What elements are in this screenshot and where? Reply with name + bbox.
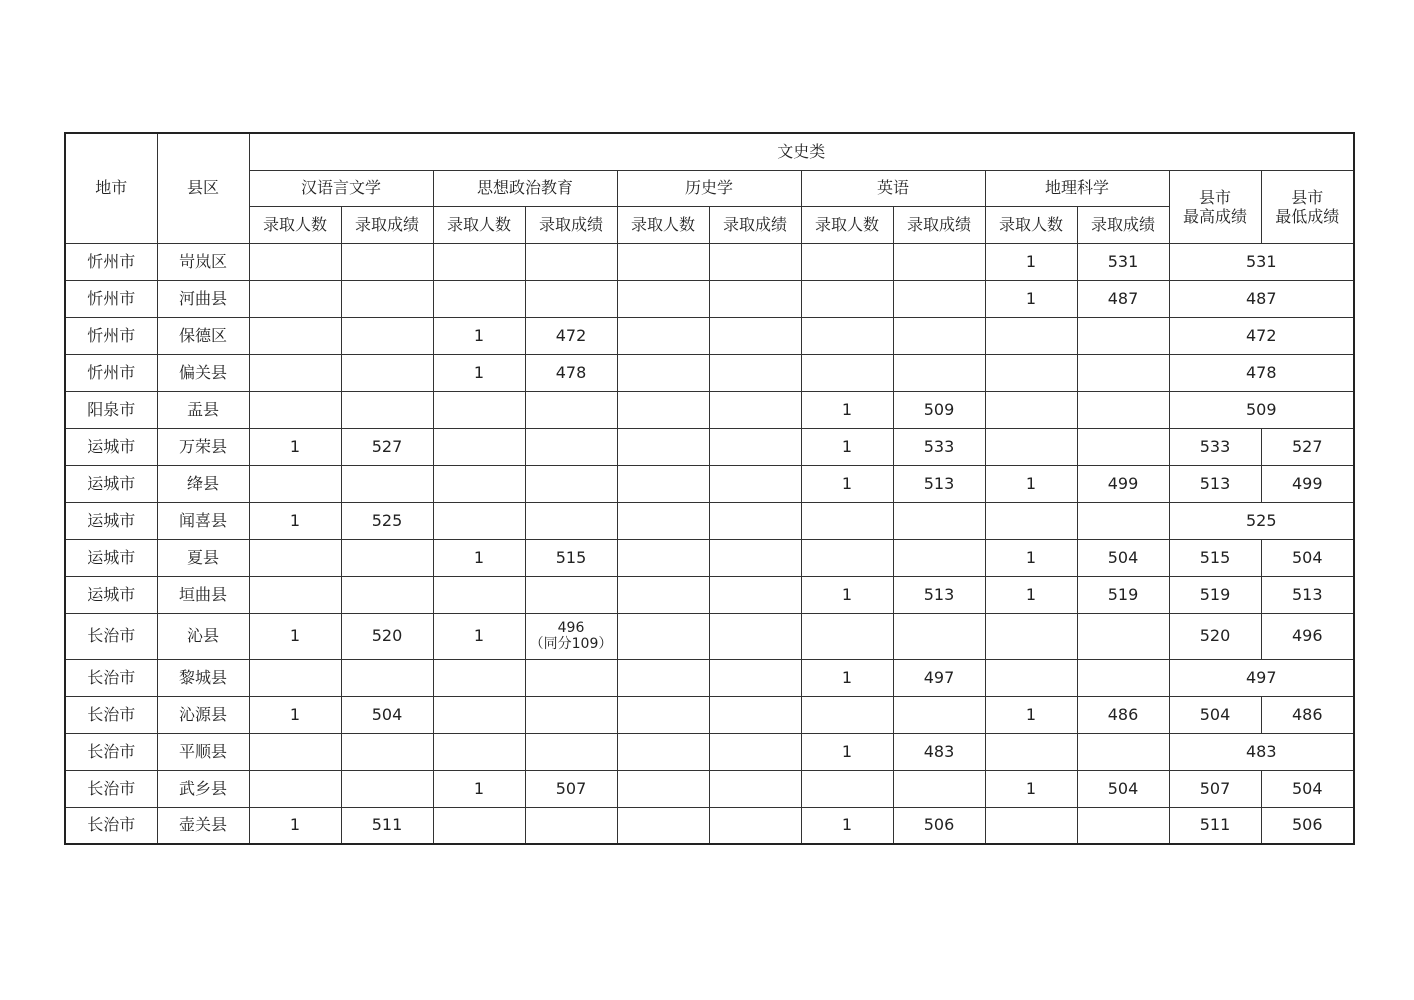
admit-count-cell — [433, 807, 525, 844]
admit-score-cell — [1077, 428, 1169, 465]
table-row — [65, 733, 1354, 770]
admit-score-cell — [709, 613, 801, 659]
city-cell: 运城市 — [65, 576, 157, 613]
county-cell: 盂县 — [157, 391, 249, 428]
city-cell: 忻州市 — [65, 280, 157, 317]
table-row — [65, 502, 1354, 539]
admit-count-cell — [617, 354, 709, 391]
admit-count-cell — [801, 770, 893, 807]
admit-count-cell: 1 — [985, 280, 1077, 317]
admit-count-cell — [617, 613, 709, 659]
header-city: 地市 — [65, 133, 157, 243]
header-admit-score: 录取成绩 — [893, 206, 985, 243]
min-score-cell: 506 — [1261, 807, 1354, 844]
subheader-row — [65, 206, 1354, 243]
table-row — [65, 576, 1354, 613]
city-cell: 长治市 — [65, 613, 157, 659]
max-score-cell: 487 — [1169, 280, 1354, 317]
admit-count-cell: 1 — [985, 696, 1077, 733]
admit-score-cell — [341, 243, 433, 280]
admit-count-cell — [801, 539, 893, 576]
admit-score-cell — [525, 659, 617, 696]
admit-score-cell — [709, 539, 801, 576]
admit-score-cell — [709, 576, 801, 613]
admit-count-cell — [433, 280, 525, 317]
admit-score-cell — [1077, 613, 1169, 659]
admit-count-cell: 1 — [249, 428, 341, 465]
admit-count-cell: 1 — [801, 391, 893, 428]
admit-score-cell: 487 — [1077, 280, 1169, 317]
city-cell: 忻州市 — [65, 354, 157, 391]
admit-score-cell: 504 — [1077, 539, 1169, 576]
admit-count-cell: 1 — [801, 576, 893, 613]
max-score-cell: 511 — [1169, 807, 1261, 844]
admit-count-cell — [617, 465, 709, 502]
header-max-score: 县市 最高成绩 — [1169, 170, 1261, 243]
admit-score-cell — [893, 317, 985, 354]
admit-count-cell — [985, 733, 1077, 770]
admit-score-cell: 520 — [341, 613, 433, 659]
table-row — [65, 428, 1354, 465]
county-cell: 万荣县 — [157, 428, 249, 465]
admit-count-cell — [433, 465, 525, 502]
admit-count-cell: 1 — [433, 354, 525, 391]
admit-score-cell — [893, 770, 985, 807]
table-row — [65, 659, 1354, 696]
county-cell: 河曲县 — [157, 280, 249, 317]
tie-note: （同分109） — [529, 636, 613, 652]
admit-count-cell: 1 — [801, 659, 893, 696]
admit-count-cell — [433, 428, 525, 465]
admit-score-cell — [893, 613, 985, 659]
admit-score-cell — [893, 696, 985, 733]
admit-score-cell: 519 — [1077, 576, 1169, 613]
county-cell: 垣曲县 — [157, 576, 249, 613]
table-row — [65, 613, 1354, 659]
admit-score-cell — [525, 465, 617, 502]
admit-score-cell — [893, 502, 985, 539]
admit-score-cell — [341, 539, 433, 576]
header-admit-count: 录取人数 — [985, 206, 1077, 243]
admit-score-cell — [525, 733, 617, 770]
table-row — [65, 391, 1354, 428]
header-major-history: 历史学 — [617, 170, 801, 206]
header-admit-count: 录取人数 — [249, 206, 341, 243]
admit-score-cell — [341, 354, 433, 391]
admit-count-cell — [985, 502, 1077, 539]
admit-count-cell — [433, 243, 525, 280]
admit-score-cell: 497 — [893, 659, 985, 696]
admit-count-cell — [985, 807, 1077, 844]
max-score-cell: 515 — [1169, 539, 1261, 576]
admit-count-cell — [617, 502, 709, 539]
min-score-cell: 504 — [1261, 539, 1354, 576]
admit-count-cell — [617, 576, 709, 613]
admit-count-cell — [617, 733, 709, 770]
admit-score-cell — [341, 733, 433, 770]
admit-score-cell — [1077, 391, 1169, 428]
admit-score-cell — [1077, 317, 1169, 354]
admit-count-cell — [617, 243, 709, 280]
admit-count-cell: 1 — [433, 770, 525, 807]
admit-count-cell — [801, 502, 893, 539]
admit-count-cell: 1 — [433, 317, 525, 354]
admit-score-cell: 504 — [1077, 770, 1169, 807]
admit-count-cell — [801, 243, 893, 280]
county-cell: 武乡县 — [157, 770, 249, 807]
table-row — [65, 465, 1354, 502]
admit-score-cell — [893, 280, 985, 317]
header-major-politics: 思想政治教育 — [433, 170, 617, 206]
admission-score-table — [64, 132, 1355, 845]
city-cell: 运城市 — [65, 539, 157, 576]
max-score-cell: 531 — [1169, 243, 1354, 280]
admit-score-cell: 478 — [525, 354, 617, 391]
header-category: 文史类 — [249, 133, 1354, 170]
table-row — [65, 807, 1354, 844]
city-cell: 长治市 — [65, 696, 157, 733]
admit-score-cell — [709, 243, 801, 280]
admit-count-cell: 1 — [249, 613, 341, 659]
admit-score-cell: 513 — [893, 576, 985, 613]
admit-score-cell — [709, 354, 801, 391]
admit-count-cell — [985, 613, 1077, 659]
city-cell: 运城市 — [65, 428, 157, 465]
admit-score-cell — [709, 428, 801, 465]
admit-count-cell — [249, 280, 341, 317]
admit-score-cell: 525 — [341, 502, 433, 539]
header-admit-count: 录取人数 — [617, 206, 709, 243]
admit-score-cell — [525, 696, 617, 733]
admit-count-cell — [617, 428, 709, 465]
admit-count-cell — [801, 696, 893, 733]
max-score-cell: 507 — [1169, 770, 1261, 807]
header-admit-score: 录取成绩 — [709, 206, 801, 243]
admit-score-cell — [709, 465, 801, 502]
admit-count-cell — [985, 428, 1077, 465]
max-score-cell: 525 — [1169, 502, 1354, 539]
admit-count-cell — [433, 733, 525, 770]
admit-count-cell — [249, 576, 341, 613]
city-cell: 忻州市 — [65, 317, 157, 354]
admit-count-cell: 1 — [249, 696, 341, 733]
county-cell: 保德区 — [157, 317, 249, 354]
admit-score-cell — [525, 243, 617, 280]
score-value: 496 — [557, 620, 585, 636]
county-cell: 闻喜县 — [157, 502, 249, 539]
header-admit-score: 录取成绩 — [525, 206, 617, 243]
admit-count-cell: 1 — [985, 576, 1077, 613]
table-row — [65, 770, 1354, 807]
city-cell: 忻州市 — [65, 243, 157, 280]
admit-score-cell: 486 — [1077, 696, 1169, 733]
min-score-cell: 527 — [1261, 428, 1354, 465]
admit-score-cell: 499 — [1077, 465, 1169, 502]
county-cell: 沁县 — [157, 613, 249, 659]
admit-count-cell — [249, 733, 341, 770]
admit-score-cell: 504 — [341, 696, 433, 733]
min-score-cell: 486 — [1261, 696, 1354, 733]
admit-count-cell — [249, 317, 341, 354]
admit-score-cell — [709, 807, 801, 844]
admit-score-cell: 509 — [893, 391, 985, 428]
admit-count-cell — [249, 539, 341, 576]
admit-count-cell: 1 — [249, 807, 341, 844]
admit-count-cell: 1 — [801, 807, 893, 844]
admit-count-cell — [249, 391, 341, 428]
admit-score-cell — [341, 465, 433, 502]
admit-score-cell: 533 — [893, 428, 985, 465]
admit-count-cell — [617, 280, 709, 317]
county-cell: 岢岚区 — [157, 243, 249, 280]
min-score-cell: 496 — [1261, 613, 1354, 659]
admit-score-cell — [525, 391, 617, 428]
admit-score-cell — [525, 613, 617, 659]
header-major-chinese: 汉语言文学 — [249, 170, 433, 206]
admit-count-cell — [801, 354, 893, 391]
admit-score-cell — [525, 502, 617, 539]
admit-count-cell — [985, 391, 1077, 428]
admit-count-cell — [617, 539, 709, 576]
header-major-english: 英语 — [801, 170, 985, 206]
city-cell: 运城市 — [65, 465, 157, 502]
admit-score-cell — [893, 539, 985, 576]
admit-count-cell: 1 — [433, 613, 525, 659]
admit-score-cell — [341, 576, 433, 613]
admit-count-cell: 1 — [985, 243, 1077, 280]
admit-count-cell — [249, 243, 341, 280]
city-cell: 阳泉市 — [65, 391, 157, 428]
admit-score-cell: 506 — [893, 807, 985, 844]
admit-score-cell — [341, 659, 433, 696]
table-row — [65, 696, 1354, 733]
max-score-cell: 533 — [1169, 428, 1261, 465]
admit-score-cell — [525, 428, 617, 465]
admit-score-cell — [709, 770, 801, 807]
admit-score-cell: 472 — [525, 317, 617, 354]
admit-score-cell: 511 — [341, 807, 433, 844]
max-score-cell: 497 — [1169, 659, 1354, 696]
admit-count-cell: 1 — [985, 770, 1077, 807]
header-major-geography: 地理科学 — [985, 170, 1169, 206]
max-score-cell: 513 — [1169, 465, 1261, 502]
admit-count-cell — [985, 354, 1077, 391]
admit-score-cell — [709, 733, 801, 770]
admit-count-cell — [617, 317, 709, 354]
admit-count-cell — [433, 391, 525, 428]
county-cell: 偏关县 — [157, 354, 249, 391]
admit-score-cell — [525, 280, 617, 317]
admit-score-cell — [1077, 659, 1169, 696]
table-row — [65, 243, 1354, 280]
admit-count-cell: 1 — [801, 428, 893, 465]
admit-score-cell — [709, 659, 801, 696]
admit-count-cell: 1 — [801, 733, 893, 770]
admit-score-cell — [1077, 502, 1169, 539]
admit-score-cell: 513 — [893, 465, 985, 502]
admit-score-cell — [1077, 733, 1169, 770]
admit-count-cell — [249, 465, 341, 502]
header-admit-score: 录取成绩 — [1077, 206, 1169, 243]
city-cell: 长治市 — [65, 659, 157, 696]
table-row — [65, 280, 1354, 317]
admit-count-cell: 1 — [433, 539, 525, 576]
admit-count-cell — [801, 280, 893, 317]
header-admit-score: 录取成绩 — [341, 206, 433, 243]
header-min-score: 县市 最低成绩 — [1261, 170, 1354, 243]
county-cell: 绛县 — [157, 465, 249, 502]
county-cell: 夏县 — [157, 539, 249, 576]
admit-score-cell: 527 — [341, 428, 433, 465]
admit-score-cell — [1077, 807, 1169, 844]
admit-count-cell — [801, 317, 893, 354]
admit-score-cell — [341, 280, 433, 317]
admit-score-cell — [341, 317, 433, 354]
header-admit-count: 录取人数 — [801, 206, 893, 243]
max-score-cell: 509 — [1169, 391, 1354, 428]
admit-count-cell — [249, 770, 341, 807]
max-score-cell: 472 — [1169, 317, 1354, 354]
table-row — [65, 317, 1354, 354]
table-row — [65, 354, 1354, 391]
header-admit-count: 录取人数 — [433, 206, 525, 243]
admit-score-cell — [709, 502, 801, 539]
min-score-cell: 504 — [1261, 770, 1354, 807]
admit-score-cell — [709, 391, 801, 428]
city-cell: 运城市 — [65, 502, 157, 539]
max-score-cell: 519 — [1169, 576, 1261, 613]
admit-count-cell — [985, 317, 1077, 354]
county-cell: 沁源县 — [157, 696, 249, 733]
admit-score-cell: 531 — [1077, 243, 1169, 280]
admit-score-cell — [341, 391, 433, 428]
admit-count-cell: 1 — [801, 465, 893, 502]
admit-score-cell — [893, 243, 985, 280]
table-row — [65, 539, 1354, 576]
table-body — [65, 243, 1354, 844]
county-cell: 黎城县 — [157, 659, 249, 696]
admit-count-cell: 1 — [985, 539, 1077, 576]
admit-score-cell — [341, 770, 433, 807]
admit-score-cell: 507 — [525, 770, 617, 807]
max-score-cell: 483 — [1169, 733, 1354, 770]
min-score-cell: 513 — [1261, 576, 1354, 613]
admit-count-cell — [617, 807, 709, 844]
min-score-cell: 499 — [1261, 465, 1354, 502]
admit-count-cell: 1 — [985, 465, 1077, 502]
admit-count-cell — [433, 502, 525, 539]
admit-count-cell — [801, 613, 893, 659]
max-score-cell: 504 — [1169, 696, 1261, 733]
admit-count-cell: 1 — [249, 502, 341, 539]
admit-score-cell: 515 — [525, 539, 617, 576]
city-cell: 长治市 — [65, 733, 157, 770]
admit-score-cell — [1077, 354, 1169, 391]
admit-count-cell — [985, 659, 1077, 696]
header-county: 县区 — [157, 133, 249, 243]
admit-score-cell — [525, 576, 617, 613]
admit-score-cell — [893, 354, 985, 391]
admit-score-cell — [525, 807, 617, 844]
admit-count-cell — [617, 391, 709, 428]
city-cell: 长治市 — [65, 807, 157, 844]
admit-count-cell — [617, 696, 709, 733]
admit-count-cell — [433, 659, 525, 696]
max-score-cell: 478 — [1169, 354, 1354, 391]
admit-count-cell — [433, 696, 525, 733]
county-cell: 平顺县 — [157, 733, 249, 770]
admit-score-cell — [709, 696, 801, 733]
admit-count-cell — [617, 770, 709, 807]
max-score-cell: 520 — [1169, 613, 1261, 659]
admit-count-cell — [249, 659, 341, 696]
admit-count-cell — [433, 576, 525, 613]
admit-score-cell: 483 — [893, 733, 985, 770]
admit-score-cell — [709, 280, 801, 317]
county-cell: 壶关县 — [157, 807, 249, 844]
city-cell: 长治市 — [65, 770, 157, 807]
admit-count-cell — [617, 659, 709, 696]
admit-count-cell — [249, 354, 341, 391]
admit-score-cell — [709, 317, 801, 354]
